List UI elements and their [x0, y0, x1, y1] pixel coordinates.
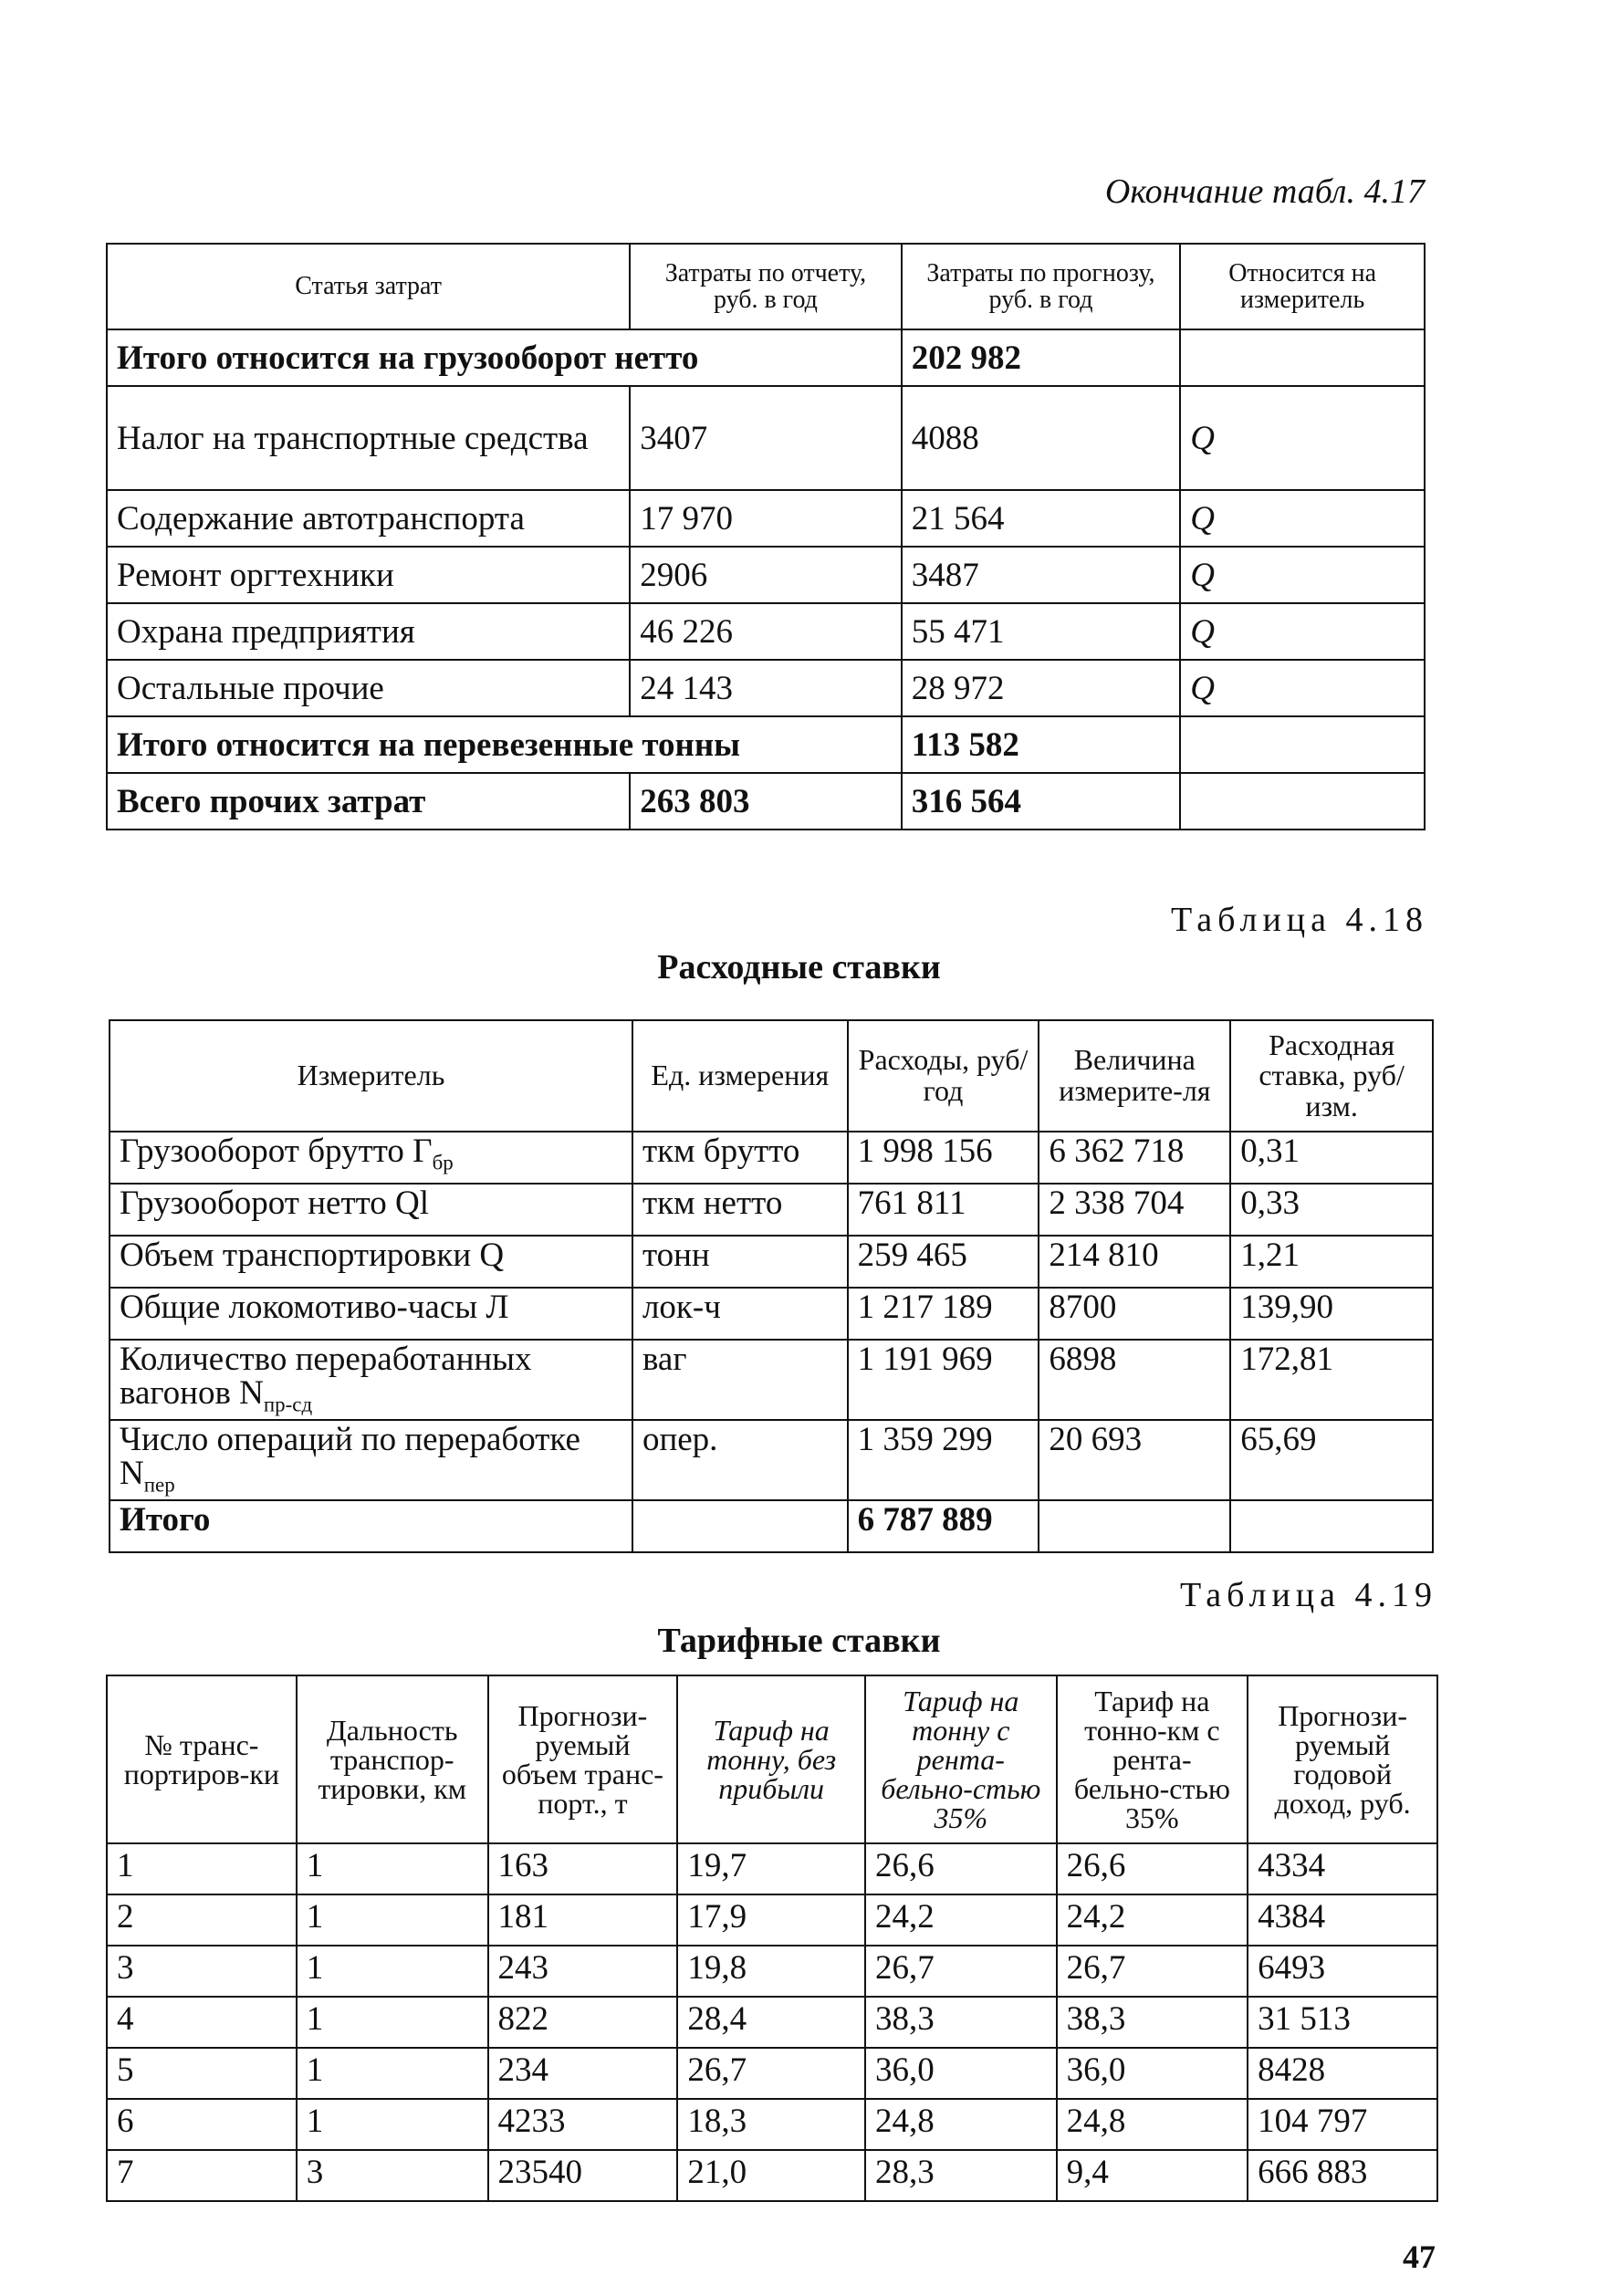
unit: ваг	[632, 1340, 848, 1420]
measure-name	[110, 1288, 632, 1340]
table-row	[107, 2048, 1437, 2099]
measure-value: 6898	[1039, 1340, 1230, 1420]
measure-subscript: бр	[432, 1151, 454, 1174]
rate: 0,31	[1230, 1132, 1433, 1184]
forecast-cost: 3487	[902, 547, 1181, 603]
expenses: 1 217 189	[848, 1288, 1039, 1340]
volume: 822	[488, 1997, 678, 2048]
transport-number: 4	[107, 1997, 297, 2048]
subtotal-value: 202 982	[902, 329, 1181, 386]
tariff-no-profit: 21,0	[677, 2150, 865, 2201]
annual-income: 4384	[1248, 1894, 1437, 1946]
measure-value: 8700	[1039, 1288, 1230, 1340]
tariff-no-profit: 26,7	[677, 2048, 865, 2099]
table-row	[107, 660, 1425, 716]
table-row	[107, 1997, 1437, 2048]
total-forecast: 316 564	[902, 773, 1181, 830]
annual-income: 31 513	[1248, 1997, 1437, 2048]
rate: 1,21	[1230, 1236, 1433, 1288]
column-header: Тариф на тонну, без прибыли	[677, 1675, 865, 1843]
subtotal-value: 113 582	[902, 716, 1181, 773]
cost-item: Остальные прочие	[107, 660, 630, 716]
column-header: Тариф на тонно-км с рента-бельно-стью 35%	[1057, 1675, 1248, 1843]
forecast-cost: 28 972	[902, 660, 1181, 716]
column-header: Ед. измерения	[632, 1020, 848, 1132]
cost-item: Ремонт оргтехники	[107, 547, 630, 603]
cost-item: Содержание автотранспорта	[107, 490, 630, 547]
distance: 1	[297, 2048, 488, 2099]
subtotal-row	[107, 716, 1425, 773]
empty-cell	[1230, 1500, 1433, 1552]
table-header-row	[107, 244, 1425, 329]
measure-value: 214 810	[1039, 1236, 1230, 1288]
column-header: Тариф на тонну с рента-бельно-стью 35%	[865, 1675, 1057, 1843]
distance: 1	[297, 1894, 488, 1946]
annual-income: 8428	[1248, 2048, 1437, 2099]
forecast-cost: 21 564	[902, 490, 1181, 547]
volume: 23540	[488, 2150, 678, 2201]
measure-name	[110, 1184, 632, 1236]
empty-cell	[632, 1500, 848, 1552]
total-report: 263 803	[630, 773, 902, 830]
tariff-tkm-35: 24,2	[1057, 1894, 1248, 1946]
rate: 139,90	[1230, 1288, 1433, 1340]
tariff-tkm-35: 24,8	[1057, 2099, 1248, 2150]
tariff-ton-35: 26,7	[865, 1946, 1057, 1997]
column-header: Дальность транспор-тировки, км	[297, 1675, 488, 1843]
volume: 163	[488, 1843, 678, 1894]
subtotal-label: Итого относится на перевезенные тонны	[107, 716, 902, 773]
tariff-no-profit: 18,3	[677, 2099, 865, 2150]
tariff-no-profit: 17,9	[677, 1894, 865, 1946]
transport-number: 7	[107, 2150, 297, 2201]
column-header: Прогнози-руемый объем транс-порт., т	[488, 1675, 678, 1843]
transport-number: 6	[107, 2099, 297, 2150]
annual-income: 4334	[1248, 1843, 1437, 1894]
measure-value: 2 338 704	[1039, 1184, 1230, 1236]
table-row	[107, 1946, 1437, 1997]
unit: тонн	[632, 1236, 848, 1288]
column-header: Измеритель	[110, 1020, 632, 1132]
measure-name	[110, 1420, 632, 1500]
distance: 1	[297, 1997, 488, 2048]
measure-label: Общие локомотиво-часы Л	[120, 1289, 509, 1326]
distance: 1	[297, 1946, 488, 1997]
table-row	[110, 1132, 1433, 1184]
tariff-tkm-35: 26,6	[1057, 1843, 1248, 1894]
transport-number: 5	[107, 2048, 297, 2099]
unit: опер.	[632, 1420, 848, 1500]
table-row	[107, 603, 1425, 660]
table-row	[107, 2099, 1437, 2150]
annual-income: 6493	[1248, 1946, 1437, 1997]
volume: 4233	[488, 2099, 678, 2150]
tariff-tkm-35: 9,4	[1057, 2150, 1248, 2201]
total-label: Всего прочих затрат	[107, 773, 630, 830]
table-row	[107, 386, 1425, 490]
column-header: Затраты по прогнозу, руб. в год	[902, 244, 1181, 329]
tariff-ton-35: 24,8	[865, 2099, 1057, 2150]
rate: 172,81	[1230, 1340, 1433, 1420]
volume: 181	[488, 1894, 678, 1946]
measure-label: Объем транспортировки Q	[120, 1237, 505, 1274]
tariff-ton-35: 24,2	[865, 1894, 1057, 1946]
measure-name	[110, 1236, 632, 1288]
expenses: 1 191 969	[848, 1340, 1039, 1420]
expenses: 1 998 156	[848, 1132, 1039, 1184]
measure-label: Количество переработанных вагонов N	[120, 1341, 532, 1412]
expenses: 259 465	[848, 1236, 1039, 1288]
report-cost: 3407	[630, 386, 902, 490]
volume: 243	[488, 1946, 678, 1997]
subtotal-row	[107, 329, 1425, 386]
transport-number: 3	[107, 1946, 297, 1997]
report-cost: 2906	[630, 547, 902, 603]
tariff-no-profit: 19,7	[677, 1843, 865, 1894]
empty-cell	[1180, 773, 1425, 830]
report-cost: 46 226	[630, 603, 902, 660]
measure: Q	[1180, 547, 1425, 603]
measure-label: Грузооборот брутто Г	[120, 1132, 433, 1170]
tariff-ton-35: 38,3	[865, 1997, 1057, 2048]
measure: Q	[1180, 490, 1425, 547]
measure: Q	[1180, 386, 1425, 490]
unit: ткм нетто	[632, 1184, 848, 1236]
distance: 1	[297, 2099, 488, 2150]
empty-cell	[1180, 329, 1425, 386]
column-header: № транс-портиров-ки	[107, 1675, 297, 1843]
tariff-tkm-35: 38,3	[1057, 1997, 1248, 2048]
tariff-no-profit: 19,8	[677, 1946, 865, 1997]
transport-number: 2	[107, 1894, 297, 1946]
measure-value: 20 693	[1039, 1420, 1230, 1500]
unit: лок-ч	[632, 1288, 848, 1340]
table-row	[110, 1340, 1433, 1420]
tariff-no-profit: 28,4	[677, 1997, 865, 2048]
measure-label: Грузооборот нетто Ql	[120, 1185, 430, 1222]
measure-subscript: пер	[143, 1473, 175, 1497]
table-row	[110, 1236, 1433, 1288]
column-header: Затраты по отчету, руб. в год	[630, 244, 902, 329]
table-row	[107, 2150, 1437, 2201]
tariff-ton-35: 26,6	[865, 1843, 1057, 1894]
column-header: Прогнози-руемый годовой доход, руб.	[1248, 1675, 1437, 1843]
tariff-tkm-35: 26,7	[1057, 1946, 1248, 1997]
column-header: Относится на измеритель	[1180, 244, 1425, 329]
tariff-ton-35: 36,0	[865, 2048, 1057, 2099]
total-expenses: 6 787 889	[848, 1500, 1039, 1552]
transport-number: 1	[107, 1843, 297, 1894]
total-row	[107, 773, 1425, 830]
empty-cell	[1180, 716, 1425, 773]
column-header: Величина измерите-ля	[1039, 1020, 1230, 1132]
rate: 65,69	[1230, 1420, 1433, 1500]
rate: 0,33	[1230, 1184, 1433, 1236]
expenses: 1 359 299	[848, 1420, 1039, 1500]
table-4-18	[109, 1019, 1434, 1553]
column-header: Расходная ставка, руб/изм.	[1230, 1020, 1433, 1132]
table-row	[110, 1420, 1433, 1500]
table-header-row	[110, 1020, 1433, 1132]
distance: 1	[297, 1843, 488, 1894]
measure-name	[110, 1340, 632, 1420]
measure: Q	[1180, 660, 1425, 716]
table-row	[107, 1894, 1437, 1946]
table-4-18-caption: Таблица 4.18	[1170, 901, 1428, 939]
table-row	[107, 1843, 1437, 1894]
tariff-tkm-35: 36,0	[1057, 2048, 1248, 2099]
subtotal-label: Итого относится на грузооборот нетто	[107, 329, 902, 386]
continuation-caption: Окончание табл. 4.17	[1104, 172, 1425, 211]
report-cost: 24 143	[630, 660, 902, 716]
column-header: Расходы, руб/год	[848, 1020, 1039, 1132]
measure-name	[110, 1132, 632, 1184]
expenses: 761 811	[848, 1184, 1039, 1236]
table-4-19	[106, 1675, 1438, 2202]
table-body	[107, 1843, 1437, 2201]
table-header-row	[107, 1675, 1437, 1843]
empty-cell	[1039, 1500, 1230, 1552]
table-4-17-continuation	[106, 243, 1426, 830]
forecast-cost: 55 471	[902, 603, 1181, 660]
measure-subscript: пр-сд	[263, 1393, 313, 1416]
annual-income: 104 797	[1248, 2099, 1437, 2150]
measure: Q	[1180, 603, 1425, 660]
cost-item: Охрана предприятия	[107, 603, 630, 660]
tariff-ton-35: 28,3	[865, 2150, 1057, 2201]
table-row	[107, 547, 1425, 603]
volume: 234	[488, 2048, 678, 2099]
total-row	[110, 1500, 1433, 1552]
annual-income: 666 883	[1248, 2150, 1437, 2201]
table-4-19-caption: Таблица 4.19	[1179, 1576, 1437, 1614]
table-row	[110, 1184, 1433, 1236]
table-4-18-title: Расходные ставки	[657, 948, 941, 986]
distance: 3	[297, 2150, 488, 2201]
table-row	[107, 490, 1425, 547]
measure-value: 6 362 718	[1039, 1132, 1230, 1184]
page-number: 47	[1403, 2239, 1436, 2275]
forecast-cost: 4088	[902, 386, 1181, 490]
table-row	[110, 1288, 1433, 1340]
column-header: Статья затрат	[107, 244, 630, 329]
cost-item: Налог на транспортные средства	[107, 386, 630, 490]
total-label: Итого	[110, 1500, 632, 1552]
table-4-19-title: Тарифные ставки	[657, 1622, 941, 1660]
unit: ткм брутто	[632, 1132, 848, 1184]
measure-label: Число операций по переработке N	[120, 1421, 580, 1492]
report-cost: 17 970	[630, 490, 902, 547]
